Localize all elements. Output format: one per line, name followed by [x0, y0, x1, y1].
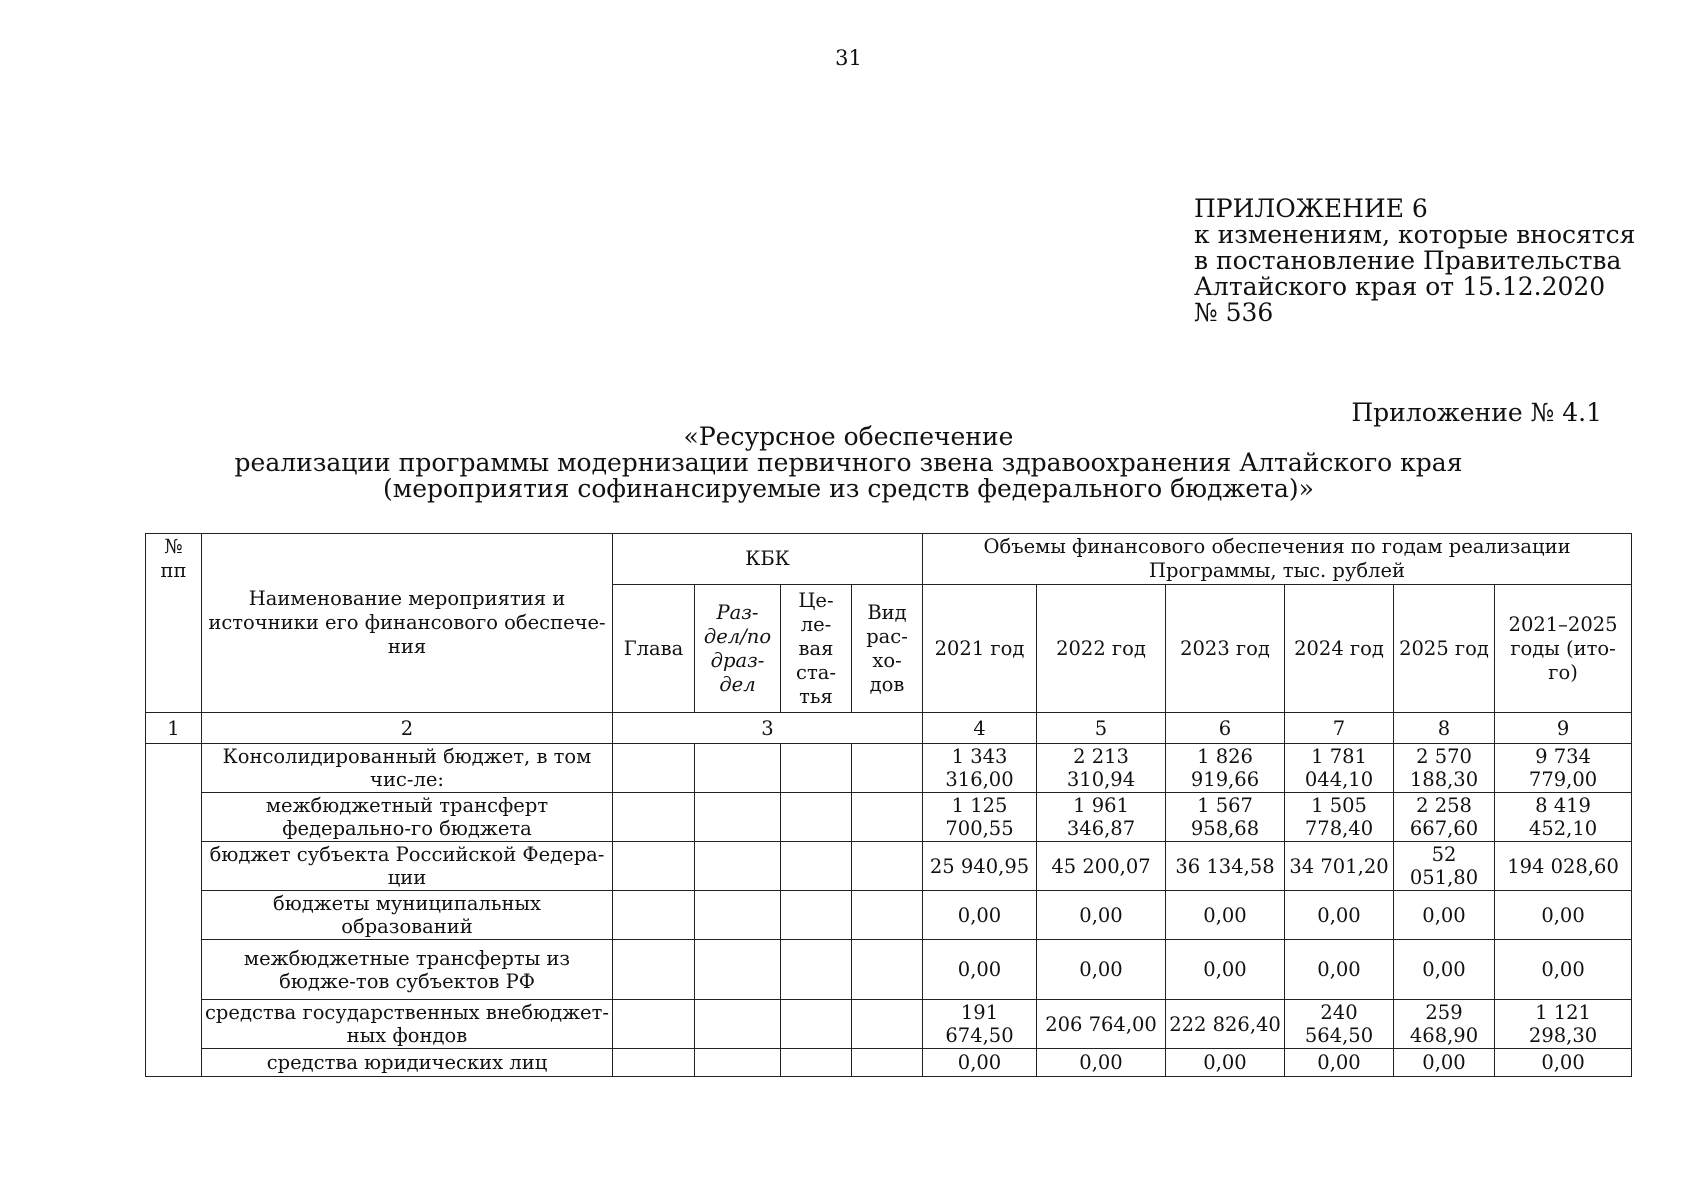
col-number: 5: [1037, 713, 1166, 744]
value-cell: 52 051,80: [1394, 842, 1495, 891]
kbk-cell: [781, 793, 852, 842]
col-number: 9: [1495, 713, 1632, 744]
value-cell: 8 419 452,10: [1495, 793, 1632, 842]
appendix-line: ПРИЛОЖЕНИЕ 6: [1194, 194, 1428, 223]
value-cell: 2 570 188,30: [1394, 744, 1495, 793]
row-name: бюджеты муниципальных образований: [202, 891, 613, 940]
value-cell: 0,00: [1037, 940, 1166, 1000]
col-number: 4: [923, 713, 1037, 744]
kbk-cell: [852, 940, 923, 1000]
col-number: 7: [1285, 713, 1394, 744]
title-line: (мероприятия софинансируемые из средств федерального бюджета)»: [383, 474, 1314, 503]
value-cell: 1 567 958,68: [1166, 793, 1285, 842]
header-year-2025: 2025 год: [1394, 585, 1495, 713]
title-line: реализации программы модернизации первичного звена здравоохранения Алтайского края: [234, 448, 1463, 477]
value-cell: 36 134,58: [1166, 842, 1285, 891]
kbk-cell: [781, 940, 852, 1000]
header-kbk-vid: Вид рас-хо-дов: [852, 585, 923, 713]
value-cell: 9 734 779,00: [1495, 744, 1632, 793]
value-cell: 1 343 316,00: [923, 744, 1037, 793]
kbk-cell: [613, 793, 695, 842]
table-row: [146, 842, 1632, 891]
value-cell: 222 826,40: [1166, 1000, 1285, 1049]
appendix-line: к изменениям, которые вносятся: [1194, 220, 1636, 249]
kbk-cell: [852, 1049, 923, 1077]
value-cell: 1 826 919,66: [1166, 744, 1285, 793]
header-year-2022: 2022 год: [1037, 585, 1166, 713]
value-cell: 191 674,50: [923, 1000, 1037, 1049]
header-kbk-glava: Глава: [613, 585, 695, 713]
col-number: 3: [613, 713, 923, 744]
value-cell: 0,00: [1285, 940, 1394, 1000]
value-cell: 0,00: [1037, 891, 1166, 940]
value-cell: 0,00: [1166, 1049, 1285, 1077]
value-cell: 0,00: [1495, 1049, 1632, 1077]
value-cell: 1 505 778,40: [1285, 793, 1394, 842]
kbk-cell: [613, 940, 695, 1000]
title-line: «Ресурсное обеспечение: [683, 422, 1014, 451]
value-cell: 2 213 310,94: [1037, 744, 1166, 793]
kbk-cell: [613, 891, 695, 940]
kbk-cell: [695, 744, 781, 793]
header-volumes: Объемы финансового обеспечения по годам реализации Программы, тыс. рублей: [923, 534, 1632, 585]
row-name: средства государственных внебюджет-ных фондов: [202, 1000, 613, 1049]
value-cell: 0,00: [1495, 940, 1632, 1000]
header-kbk-razdel: Раз-дел/по драз-дел: [695, 585, 781, 713]
value-cell: 0,00: [923, 940, 1037, 1000]
value-cell: 259 468,90: [1394, 1000, 1495, 1049]
value-cell: 0,00: [1495, 891, 1632, 940]
kbk-cell: [781, 891, 852, 940]
kbk-cell: [852, 793, 923, 842]
header-year-2021: 2021 год: [923, 585, 1037, 713]
value-cell: 1 121 298,30: [1495, 1000, 1632, 1049]
kbk-cell: [695, 1049, 781, 1077]
kbk-cell: [613, 1049, 695, 1077]
value-cell: 0,00: [923, 1049, 1037, 1077]
row-name: межбюджетный трансферт федерально-го бюджета: [202, 793, 613, 842]
kbk-cell: [695, 842, 781, 891]
value-cell: 194 028,60: [1495, 842, 1632, 891]
row-name: межбюджетные трансферты из бюдже-тов субъектов РФ: [202, 940, 613, 1000]
value-cell: 206 764,00: [1037, 1000, 1166, 1049]
header-year-2024: 2024 год: [1285, 585, 1394, 713]
value-cell: 0,00: [1394, 891, 1495, 940]
appendix-heading: [1194, 196, 1664, 326]
value-cell: 0,00: [923, 891, 1037, 940]
header-year-2023: 2023 год: [1166, 585, 1285, 713]
kbk-cell: [781, 744, 852, 793]
kbk-cell: [852, 744, 923, 793]
row-name: Консолидированный бюджет, в том чис-ле:: [202, 744, 613, 793]
table-row: [146, 1000, 1632, 1049]
col-number: 2: [202, 713, 613, 744]
row-name: бюджет субъекта Российской Федера-ции: [202, 842, 613, 891]
appendix-line: Алтайского края от 15.12.2020: [1194, 272, 1606, 301]
value-cell: 25 940,95: [923, 842, 1037, 891]
funding-table: [145, 533, 1632, 1077]
kbk-cell: [781, 1000, 852, 1049]
value-cell: 1 961 346,87: [1037, 793, 1166, 842]
col-number: 8: [1394, 713, 1495, 744]
value-cell: 0,00: [1394, 940, 1495, 1000]
table-row: [146, 793, 1632, 842]
appendix-line: № 536: [1194, 298, 1274, 327]
kbk-cell: [781, 1049, 852, 1077]
appendix-reference: Приложение № 4.1: [1351, 398, 1602, 427]
header-year-total: 2021–2025 годы (ито-го): [1495, 585, 1632, 713]
value-cell: 0,00: [1394, 1049, 1495, 1077]
kbk-cell: [695, 793, 781, 842]
value-cell: 2 258 667,60: [1394, 793, 1495, 842]
table-row: [146, 744, 1632, 793]
kbk-cell: [613, 744, 695, 793]
value-cell: 0,00: [1285, 891, 1394, 940]
appendix-line: в постановление Правительства: [1194, 246, 1622, 275]
row-name: средства юридических лиц: [202, 1049, 613, 1077]
value-cell: 45 200,07: [1037, 842, 1166, 891]
value-cell: 0,00: [1285, 1049, 1394, 1077]
row-number-cell: [146, 744, 202, 1077]
value-cell: 0,00: [1166, 891, 1285, 940]
col-number: 6: [1166, 713, 1285, 744]
page-number: 31: [835, 46, 862, 70]
document-title: [0, 424, 1697, 502]
kbk-cell: [695, 1000, 781, 1049]
kbk-cell: [852, 842, 923, 891]
value-cell: 240 564,50: [1285, 1000, 1394, 1049]
value-cell: 1 125 700,55: [923, 793, 1037, 842]
kbk-cell: [781, 842, 852, 891]
kbk-cell: [695, 891, 781, 940]
kbk-cell: [852, 891, 923, 940]
table-row: [146, 940, 1632, 1000]
kbk-cell: [613, 842, 695, 891]
header-kbk-statya: Це-ле-вая ста-тья: [781, 585, 852, 713]
kbk-cell: [852, 1000, 923, 1049]
value-cell: 0,00: [1037, 1049, 1166, 1077]
kbk-cell: [695, 940, 781, 1000]
value-cell: 34 701,20: [1285, 842, 1394, 891]
value-cell: 1 781 044,10: [1285, 744, 1394, 793]
header-num: № пп: [146, 534, 202, 713]
header-kbk: КБК: [613, 534, 923, 585]
kbk-cell: [613, 1000, 695, 1049]
col-number: 1: [146, 713, 202, 744]
table-row: [146, 891, 1632, 940]
header-name: Наименование мероприятия и источники его финансового обеспече-ния: [202, 534, 613, 713]
value-cell: 0,00: [1166, 940, 1285, 1000]
table-row: [146, 1049, 1632, 1077]
